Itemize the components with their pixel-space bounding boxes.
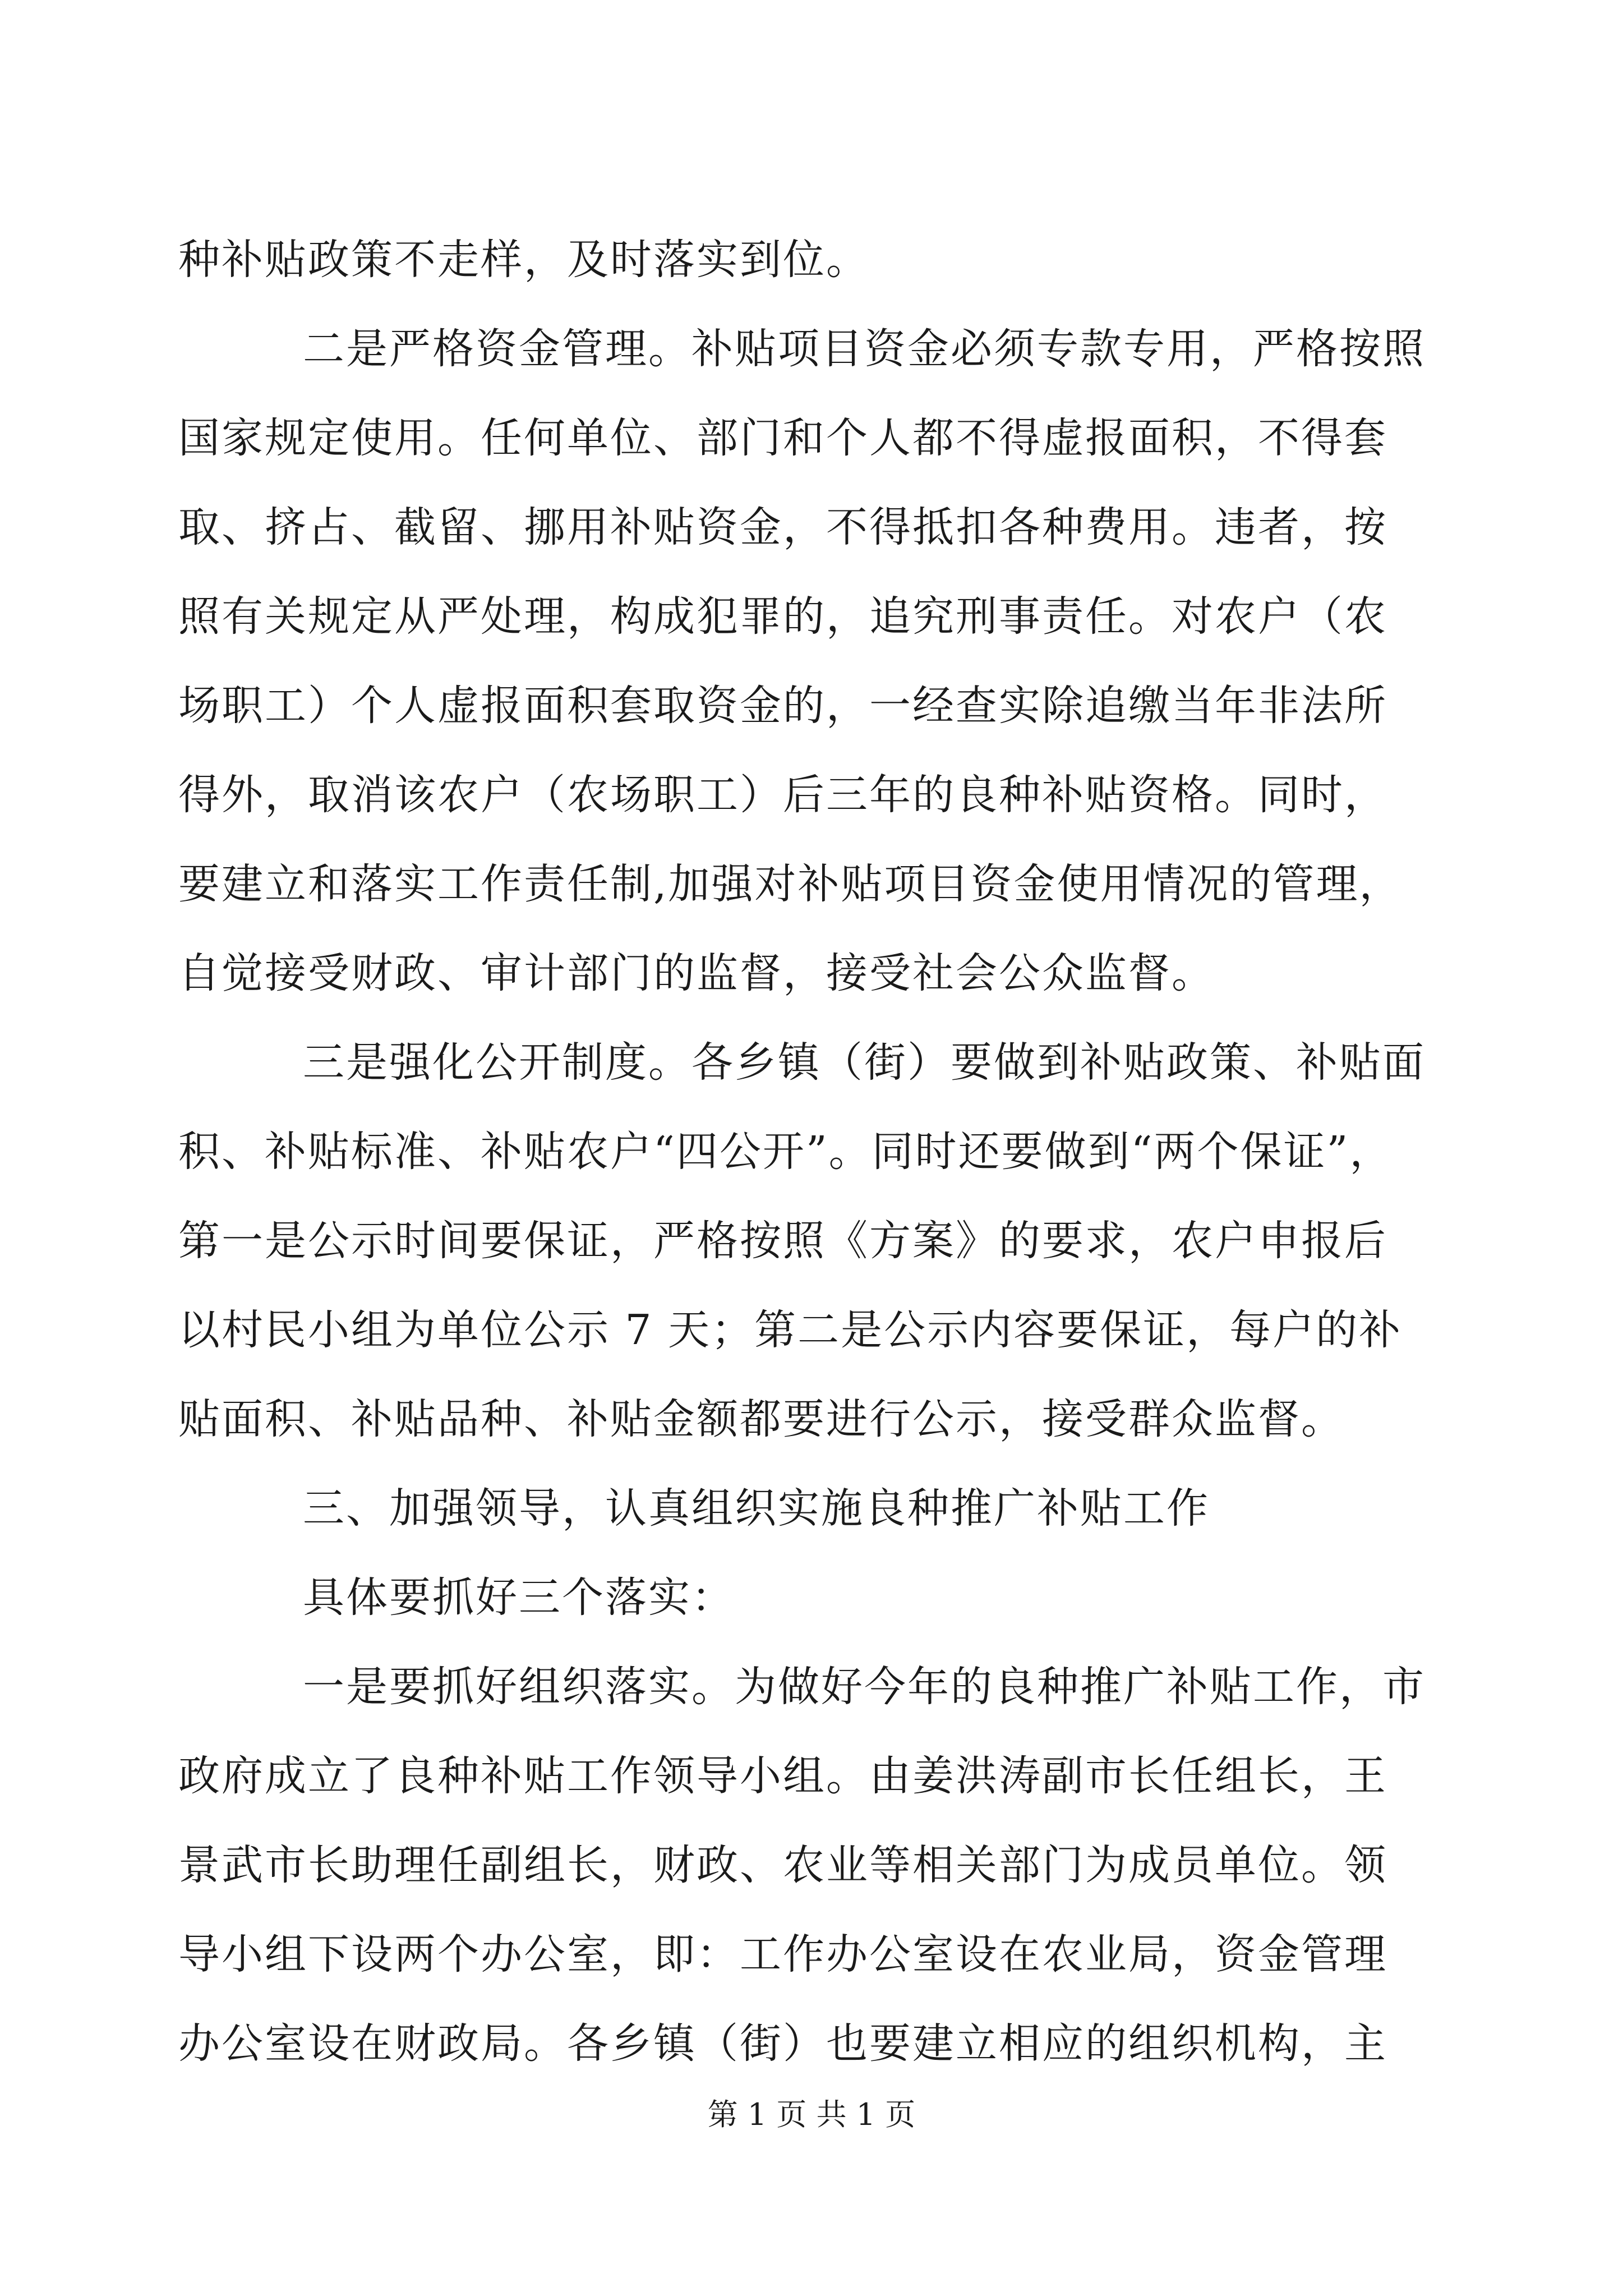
paragraph-3-line-1: 三是强化公开制度。各乡镇（街）要做到补贴政策、补贴面 xyxy=(303,1038,1426,1087)
intro-line: 具体要抓好三个落实： xyxy=(303,1573,735,1622)
paragraph-4-line-4: 导小组下设两个办公室，即：工作办公室设在农业局，资金管理 xyxy=(178,1930,1387,1978)
paragraph-2-line-4: 照有关规定从严处理，构成犯罪的，追究刑事责任。对农户（农 xyxy=(178,592,1387,641)
paragraph-2-line-6: 得外，取消该农户（农场职工）后三年的良种补贴资格。同时， xyxy=(178,771,1387,819)
paragraph-3-line-5: 贴面积、补贴品种、补贴金额都要进行公示，接受群众监督。 xyxy=(178,1395,1344,1443)
paragraph-2-line-5: 场职工）个人虚报面积套取资金的，一经查实除追缴当年非法所 xyxy=(178,682,1387,730)
section-heading: 三、加强领导，认真组织实施良种推广补贴工作 xyxy=(303,1484,1210,1533)
paragraph-2-line-7: 要建立和落实工作责任制,加强对补贴项目资金使用情况的管理， xyxy=(178,860,1403,908)
paragraph-4-line-3: 景武市长助理任副组长，财政、农业等相关部门为成员单位。领 xyxy=(178,1841,1387,1889)
text-line-1: 种补贴政策不走样，及时落实到位。 xyxy=(178,236,869,284)
paragraph-2-line-3: 取、挤占、截留、挪用补贴资金，不得抵扣各种费用。违者，按 xyxy=(178,503,1387,551)
paragraph-3-line-3: 第一是公示时间要保证，严格按照《方案》的要求，农户申报后 xyxy=(178,1217,1387,1265)
paragraph-3-line-2: 积、补贴标准、补贴农户“四公开”。同时还要做到“两个保证”， xyxy=(178,1128,1393,1176)
page-footer: 第 1 页 共 1 页 xyxy=(707,2097,916,2132)
paragraph-2-line-1: 二是严格资金管理。补贴项目资金必须专款专用，严格按照 xyxy=(303,325,1426,373)
paragraph-3-line-4: 以村民小组为单位公示 7 天；第二是公示内容要保证，每户的补 xyxy=(178,1306,1403,1354)
paragraph-4-line-1: 一是要抓好组织落实。为做好今年的良种推广补贴工作，市 xyxy=(303,1663,1426,1711)
paragraph-4-line-5: 办公室设在财政局。各乡镇（街）也要建立相应的组织机构，主 xyxy=(178,2019,1387,2068)
paragraph-2-line-8: 自觉接受财政、审计部门的监督，接受社会公众监督。 xyxy=(178,949,1215,997)
paragraph-4-line-2: 政府成立了良种补贴工作领导小组。由姜洪涛副市长任组长，王 xyxy=(178,1752,1387,1800)
paragraph-2-line-2: 国家规定使用。任何单位、部门和个人都不得虚报面积，不得套 xyxy=(178,414,1387,462)
